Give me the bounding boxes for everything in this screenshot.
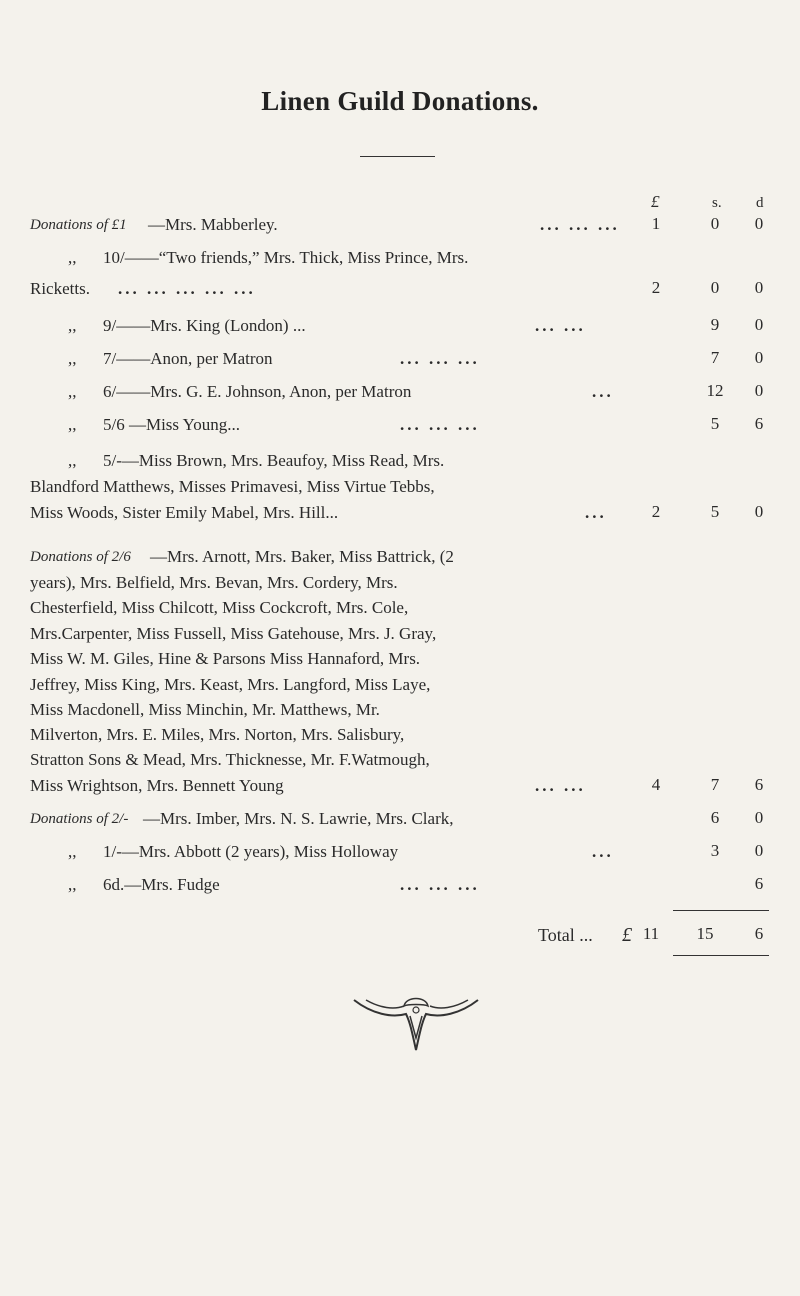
- amount-pounds: 4: [651, 775, 661, 794]
- amount-shillings: 7: [710, 348, 720, 367]
- amount-pence: 6: [754, 414, 764, 433]
- amount-pence: 0: [754, 348, 764, 367]
- amount-shillings: 12: [706, 381, 724, 400]
- total-shillings: 15: [696, 924, 714, 943]
- amount-shillings: 7: [710, 775, 720, 794]
- amount-pence: 0: [754, 502, 764, 521]
- amount-pence: 0: [754, 808, 764, 827]
- amount-pounds: 1: [651, 214, 661, 233]
- shillings-heading: s.: [712, 195, 722, 211]
- amount-pence: 6: [754, 775, 764, 794]
- pounds-heading: £: [651, 192, 660, 211]
- amount-pence: 0: [754, 381, 764, 400]
- total-pence: 6: [754, 924, 764, 943]
- total-pounds: 11: [642, 924, 660, 943]
- amount-pence: 6: [754, 874, 764, 893]
- total-rule-top: [673, 910, 769, 911]
- ornament-icon: [352, 992, 482, 1060]
- amount-shillings: 9: [710, 315, 720, 334]
- amount-pence: 0: [754, 278, 764, 297]
- amount-shillings: 6: [710, 808, 720, 827]
- amount-shillings: 5: [710, 502, 720, 521]
- amount-shillings: 3: [710, 841, 720, 860]
- amount-shillings: 5: [710, 414, 720, 433]
- page-title: Linen Guild Donations.: [261, 86, 539, 116]
- amount-pence: 0: [754, 841, 764, 860]
- pence-heading: d: [756, 195, 764, 211]
- total-rule-bottom: [673, 955, 769, 956]
- amount-pence: 0: [754, 315, 764, 334]
- amount-pence: 0: [754, 214, 764, 233]
- title-divider: [360, 156, 435, 157]
- amount-pounds: 2: [651, 502, 661, 521]
- amount-pounds: 2: [651, 278, 661, 297]
- amount-shillings: 0: [710, 278, 720, 297]
- amount-shillings: 0: [710, 214, 720, 233]
